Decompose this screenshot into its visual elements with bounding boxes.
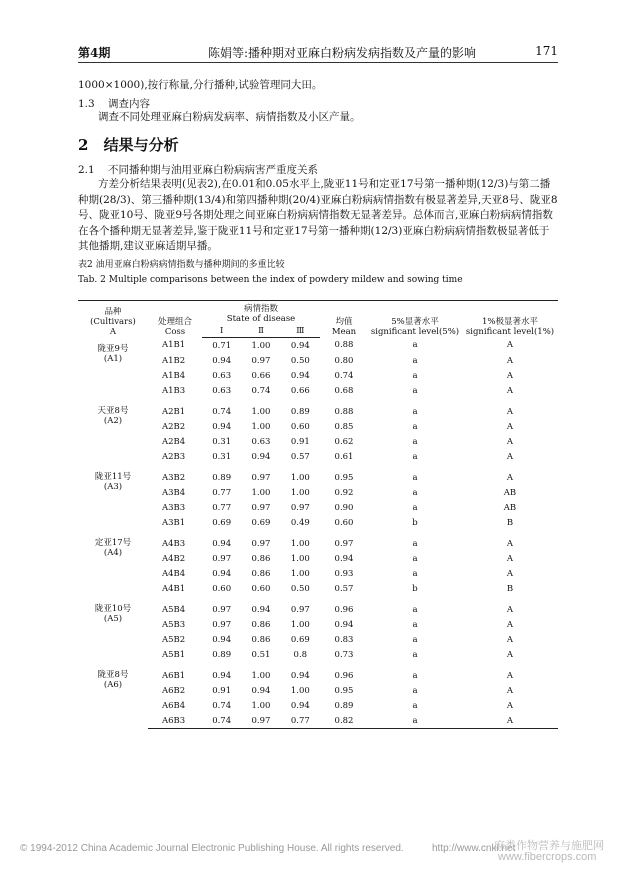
sig5-cell: b bbox=[412, 583, 418, 594]
rep1-cell: 0.74 bbox=[202, 713, 241, 729]
cultivar-code: (A6) bbox=[103, 680, 123, 690]
section-number: 2 bbox=[78, 136, 89, 154]
mean-cell: 0.95 bbox=[334, 472, 354, 483]
col-combo: 处理组合 Coss bbox=[148, 301, 202, 338]
sig1-cell: A bbox=[506, 340, 514, 351]
rep3-cell: 0.94 bbox=[290, 670, 310, 681]
cnki-url: http://www.cnki.net bbox=[432, 843, 516, 854]
sig5-cell: a bbox=[412, 685, 418, 696]
rep1-cell: 0.77 bbox=[212, 502, 232, 513]
section-number: 1.3 bbox=[78, 98, 95, 110]
sig5-cell: a bbox=[412, 385, 418, 396]
sig1-cell: A bbox=[506, 355, 514, 366]
mean-cell: 0.90 bbox=[334, 502, 354, 513]
mean-cell: 0.96 bbox=[334, 670, 354, 681]
rep2-cell: 0.97 bbox=[251, 355, 271, 366]
rep1-cell: 0.74 bbox=[212, 406, 232, 417]
rep2-cell: 1.00 bbox=[251, 421, 271, 432]
mean-cell: 0.97 bbox=[334, 538, 354, 549]
mean-cell: 0.73 bbox=[334, 649, 354, 660]
mean-cell: 0.85 bbox=[334, 421, 354, 432]
table-row bbox=[78, 449, 558, 464]
combo-cell: A6B4 bbox=[162, 700, 186, 711]
sig5-cell: a bbox=[412, 553, 418, 564]
rep2-cell: 1.00 bbox=[251, 670, 271, 681]
intro-line: 1000×1000),按行称量,分行播种,试验管理同大田。 bbox=[78, 79, 323, 91]
col-rep1: Ⅰ bbox=[202, 325, 241, 338]
rep1-cell: 0.63 bbox=[212, 370, 232, 381]
rep1-cell: 0.94 bbox=[212, 421, 232, 432]
rep1-cell: 0.89 bbox=[212, 649, 232, 660]
table-row bbox=[78, 398, 558, 419]
watermark-cn: 麻类作物营养与施肥网 bbox=[494, 840, 604, 852]
sig1-cell: A bbox=[506, 568, 514, 579]
rep1-cell: 0.74 bbox=[212, 700, 232, 711]
table-row bbox=[78, 353, 558, 368]
table-row bbox=[78, 632, 558, 647]
sig5-cell: a bbox=[412, 340, 418, 351]
rep3-cell: 0.94 bbox=[290, 340, 310, 351]
combo-cell: A2B2 bbox=[162, 421, 186, 432]
table-row bbox=[78, 368, 558, 383]
cultivar-code: (A5) bbox=[103, 614, 123, 624]
rep2-cell: 0.94 bbox=[251, 685, 271, 696]
sig5-cell: a bbox=[412, 472, 418, 483]
sig1-cell: B bbox=[506, 583, 514, 594]
table-row bbox=[78, 434, 558, 449]
table-row bbox=[78, 338, 558, 354]
rep2-cell: 1.00 bbox=[251, 487, 271, 498]
rep3-cell: 0.57 bbox=[290, 451, 310, 462]
rep3-cell: 0.89 bbox=[290, 406, 310, 417]
sig5-cell: a bbox=[412, 370, 418, 381]
mean-cell: 0.80 bbox=[334, 355, 354, 366]
sig5-cell: a bbox=[412, 502, 418, 513]
cultivar-name: 陇亚8号 bbox=[97, 670, 129, 680]
table-row bbox=[78, 596, 558, 617]
rep3-cell: 1.00 bbox=[290, 538, 310, 549]
rep3-cell: 0.69 bbox=[290, 634, 310, 645]
sig1-cell: A bbox=[506, 472, 514, 483]
combo-cell: A5B4 bbox=[162, 604, 186, 615]
table-row bbox=[78, 617, 558, 632]
combo-cell: A1B3 bbox=[162, 385, 186, 396]
rep1-cell: 0.71 bbox=[212, 340, 232, 351]
combo-cell: A2B1 bbox=[162, 406, 186, 417]
sig5-cell: a bbox=[412, 406, 418, 417]
mean-cell: 0.88 bbox=[334, 340, 354, 351]
combo-cell: A6B3 bbox=[148, 713, 202, 729]
mean-cell: 0.74 bbox=[334, 370, 354, 381]
combo-cell: A2B4 bbox=[162, 436, 186, 447]
col-sig1: 1%极显著水平 significant level(1%) bbox=[462, 301, 558, 338]
page-number: 171 bbox=[535, 44, 558, 58]
rep2-cell: 0.94 bbox=[251, 451, 271, 462]
mean-cell: 0.60 bbox=[334, 517, 354, 528]
rep1-cell: 0.94 bbox=[212, 634, 232, 645]
rep2-cell: 0.86 bbox=[251, 568, 271, 579]
table-caption-cn: 表2 油用亚麻白粉病病情指数与播种期间的多重比较 bbox=[78, 260, 285, 270]
rep1-cell: 0.94 bbox=[212, 670, 232, 681]
rep3-cell: 0.60 bbox=[290, 421, 310, 432]
table-row bbox=[78, 515, 558, 530]
mean-cell: 0.95 bbox=[334, 685, 354, 696]
table-row bbox=[78, 485, 558, 500]
table-row bbox=[78, 698, 558, 713]
rep3-cell: 0.77 bbox=[281, 713, 320, 729]
table-row bbox=[78, 581, 558, 596]
sig1-cell: A bbox=[506, 685, 514, 696]
cultivar-name: 天亚8号 bbox=[97, 406, 129, 416]
rep1-cell: 0.31 bbox=[212, 451, 232, 462]
table-row bbox=[78, 464, 558, 485]
rep1-cell: 0.94 bbox=[212, 568, 232, 579]
cultivar-code: (A3) bbox=[103, 482, 123, 492]
table-row bbox=[78, 383, 558, 398]
rep2-cell: 0.51 bbox=[251, 649, 271, 660]
sig5-cell: a bbox=[412, 604, 418, 615]
col-cultivar: 品种 (Cultivars) A bbox=[78, 301, 148, 338]
sig1-cell: A bbox=[506, 634, 514, 645]
sig1-cell: A bbox=[506, 619, 514, 630]
sig1-cell: A bbox=[506, 436, 514, 447]
sig5-cell: a bbox=[412, 451, 418, 462]
sig5-cell: a bbox=[412, 355, 418, 366]
section-1-3-heading bbox=[78, 96, 150, 111]
rep3-cell: 0.94 bbox=[290, 700, 310, 711]
combo-cell: A5B2 bbox=[162, 634, 186, 645]
mean-cell: 0.96 bbox=[334, 604, 354, 615]
cultivar-name: 定亚17号 bbox=[94, 538, 132, 548]
rep1-cell: 0.77 bbox=[212, 487, 232, 498]
mean-cell: 0.94 bbox=[334, 553, 354, 564]
mean-cell: 0.68 bbox=[334, 385, 354, 396]
sig1-cell: A bbox=[506, 670, 514, 681]
sig1-cell: A bbox=[506, 700, 514, 711]
sig5-cell: a bbox=[412, 487, 418, 498]
sig5-cell: a bbox=[412, 649, 418, 660]
rep3-cell: 0.8 bbox=[293, 649, 308, 660]
running-title: 陈娟等:播种期对亚麻白粉病发病指数及产量的影响 bbox=[208, 46, 477, 60]
combo-cell: A3B3 bbox=[162, 502, 186, 513]
col-sig5: 5%显著水平 significant level(5%) bbox=[368, 301, 462, 338]
sig5-cell: a bbox=[412, 634, 418, 645]
rep3-cell: 1.00 bbox=[290, 472, 310, 483]
sig1-cell: A bbox=[506, 649, 514, 660]
combo-cell: A1B4 bbox=[162, 370, 186, 381]
combo-cell: A3B1 bbox=[162, 517, 186, 528]
table-caption-en: Tab. 2 Multiple comparisons between the index of powdery mildew and sowing time bbox=[78, 275, 463, 285]
mean-cell: 0.57 bbox=[334, 583, 354, 594]
rep1-cell: 0.89 bbox=[212, 472, 232, 483]
sig5-cell: a bbox=[412, 568, 418, 579]
section-number: 2.1 bbox=[78, 164, 95, 176]
rep3-cell: 0.94 bbox=[290, 370, 310, 381]
sig1-cell: A bbox=[506, 553, 514, 564]
combo-cell: A1B2 bbox=[162, 355, 186, 366]
rep2-cell: 0.69 bbox=[251, 517, 271, 528]
mean-cell: 0.88 bbox=[334, 406, 354, 417]
rep2-cell: 0.97 bbox=[251, 538, 271, 549]
cultivar-code: (A2) bbox=[103, 416, 123, 426]
table-row bbox=[78, 713, 558, 729]
sig1-cell: A bbox=[462, 713, 558, 729]
sig5-cell: a bbox=[412, 619, 418, 630]
combo-cell: A1B1 bbox=[162, 340, 186, 351]
combo-cell: A6B1 bbox=[162, 670, 186, 681]
table-row bbox=[78, 683, 558, 698]
rep2-cell: 1.00 bbox=[251, 340, 271, 351]
table-row bbox=[78, 500, 558, 515]
sig5-cell: b bbox=[412, 517, 418, 528]
sig1-cell: A bbox=[506, 538, 514, 549]
rep3-cell: 0.97 bbox=[290, 502, 310, 513]
running-header bbox=[78, 42, 558, 63]
sig1-cell: AB bbox=[503, 487, 517, 498]
rep1-cell: 0.97 bbox=[212, 619, 232, 630]
table-row bbox=[78, 647, 558, 662]
mean-cell: 0.83 bbox=[334, 634, 354, 645]
table-row bbox=[78, 551, 558, 566]
combo-cell: A4B4 bbox=[162, 568, 186, 579]
sig1-cell: A bbox=[506, 604, 514, 615]
rep3-cell: 0.66 bbox=[290, 385, 310, 396]
mean-cell: 0.93 bbox=[334, 568, 354, 579]
rep1-cell: 0.69 bbox=[212, 517, 232, 528]
section-2-heading bbox=[78, 134, 179, 155]
table-row bbox=[78, 419, 558, 434]
cultivar-cell bbox=[78, 596, 148, 662]
table-row bbox=[78, 530, 558, 551]
cultivar-cell bbox=[78, 662, 148, 729]
col-rep3: Ⅲ bbox=[281, 325, 320, 338]
rep1-cell: 0.63 bbox=[212, 385, 232, 396]
table-row bbox=[78, 566, 558, 581]
cultivar-name: 陇亚10号 bbox=[94, 604, 132, 614]
combo-cell: A4B2 bbox=[162, 553, 186, 564]
rep3-cell: 0.49 bbox=[290, 517, 310, 528]
rep1-cell: 0.91 bbox=[212, 685, 232, 696]
rep3-cell: 1.00 bbox=[290, 568, 310, 579]
cultivar-code: (A4) bbox=[103, 548, 123, 558]
combo-cell: A4B1 bbox=[162, 583, 186, 594]
section-title: 结果与分析 bbox=[103, 136, 179, 154]
combo-cell: A6B2 bbox=[162, 685, 186, 696]
sig5-cell: a bbox=[412, 670, 418, 681]
col-rep2: Ⅱ bbox=[241, 325, 280, 338]
rep2-cell: 0.86 bbox=[251, 634, 271, 645]
rep2-cell: 1.00 bbox=[251, 406, 271, 417]
sig5-cell: a bbox=[412, 436, 418, 447]
section-1-3-text: 调查不同处理亚麻白粉病发病率、病情指数及小区产量。 bbox=[98, 111, 361, 123]
rep2-cell: 0.60 bbox=[251, 583, 271, 594]
rep2-cell: 1.00 bbox=[251, 700, 271, 711]
sig1-cell: B bbox=[506, 517, 514, 528]
issue-number: 第4期 bbox=[78, 46, 111, 60]
combo-cell: A5B1 bbox=[162, 649, 186, 660]
table-row bbox=[78, 662, 558, 683]
combo-cell: A4B3 bbox=[162, 538, 186, 549]
rep1-cell: 0.94 bbox=[212, 355, 232, 366]
mean-cell: 0.61 bbox=[334, 451, 354, 462]
rep2-cell: 0.74 bbox=[251, 385, 271, 396]
rep2-cell: 0.63 bbox=[251, 436, 271, 447]
sig1-cell: AB bbox=[503, 502, 517, 513]
rep1-cell: 0.97 bbox=[212, 553, 232, 564]
comparison-table bbox=[78, 300, 558, 729]
section-title: 调查内容 bbox=[108, 98, 151, 110]
section-title: 不同播种期与油用亚麻白粉病病害严重度关系 bbox=[108, 164, 319, 176]
cultivar-code: (A1) bbox=[103, 353, 123, 364]
rep3-cell: 1.00 bbox=[290, 553, 310, 564]
rep2-cell: 0.97 bbox=[251, 502, 271, 513]
rep3-cell: 0.91 bbox=[290, 436, 310, 447]
rep1-cell: 0.31 bbox=[212, 436, 232, 447]
rep3-cell: 0.50 bbox=[290, 355, 310, 366]
sig1-cell: A bbox=[506, 385, 514, 396]
combo-cell: A3B2 bbox=[162, 472, 186, 483]
results-paragraph: 方差分析结果表明(见表2),在0.01和0.05水平上,陇亚11号和定亚17号第一播种期(12/3)与第二播种期(28/3)、第三播种期(13/4)和第四播种期(20/4)亚麻白粉病病情指数有极显著差异,天亚8号、陇亚8号、陇亚10号、陇亚9号各期处理之间亚麻白粉病病情指数无显著差异。总体而言,亚麻白粉病病情指数在各个播种期无显著差异,鉴于陇亚11号和定亚17号第一播种期(12/3)亚麻白粉病病情指数极显著低于其他播期,建议亚麻适期早播。 bbox=[78, 178, 558, 252]
sig1-cell: A bbox=[506, 451, 514, 462]
mean-cell: 0.82 bbox=[320, 713, 368, 729]
rep1-cell: 0.60 bbox=[212, 583, 232, 594]
combo-cell: A5B3 bbox=[162, 619, 186, 630]
mean-cell: 0.92 bbox=[334, 487, 354, 498]
rep1-cell: 0.97 bbox=[212, 604, 232, 615]
rep2-cell: 0.66 bbox=[251, 370, 271, 381]
copyright-text: © 1994-2012 China Academic Journal Electronic Publishing House. All rights reserved. bbox=[20, 843, 404, 854]
sig1-cell: A bbox=[506, 370, 514, 381]
rep2-cell: 0.97 bbox=[251, 472, 271, 483]
mean-cell: 0.94 bbox=[334, 619, 354, 630]
cultivar-cell bbox=[78, 338, 148, 399]
sig5-cell: a bbox=[412, 700, 418, 711]
sig5-cell: a bbox=[412, 421, 418, 432]
rep3-cell: 0.50 bbox=[290, 583, 310, 594]
sig5-cell: a bbox=[368, 713, 462, 729]
rep3-cell: 0.97 bbox=[290, 604, 310, 615]
sig5-cell: a bbox=[412, 538, 418, 549]
cultivar-cell bbox=[78, 530, 148, 596]
rep2-cell: 0.86 bbox=[251, 553, 271, 564]
mean-cell: 0.62 bbox=[334, 436, 354, 447]
cultivar-name: 陇亚9号 bbox=[97, 343, 129, 354]
cultivar-cell bbox=[78, 464, 148, 530]
rep1-cell: 0.94 bbox=[212, 538, 232, 549]
rep2-cell: 0.94 bbox=[251, 604, 271, 615]
rep2-cell: 0.97 bbox=[241, 713, 280, 729]
cultivar-cell bbox=[78, 398, 148, 464]
sig1-cell: A bbox=[506, 421, 514, 432]
rep3-cell: 1.00 bbox=[290, 685, 310, 696]
watermark-url: www.fibercrops.com bbox=[498, 851, 597, 863]
col-disease: 病情指数 State of disease bbox=[202, 301, 320, 326]
rep2-cell: 0.86 bbox=[251, 619, 271, 630]
combo-cell: A2B3 bbox=[162, 451, 186, 462]
combo-cell: A3B4 bbox=[162, 487, 186, 498]
rep3-cell: 1.00 bbox=[290, 487, 310, 498]
cultivar-name: 陇亚11号 bbox=[94, 472, 132, 482]
mean-cell: 0.89 bbox=[334, 700, 354, 711]
col-mean: 均值 Mean bbox=[320, 301, 368, 338]
sig1-cell: A bbox=[506, 406, 514, 417]
section-2-1-heading bbox=[78, 162, 318, 177]
rep3-cell: 1.00 bbox=[290, 619, 310, 630]
